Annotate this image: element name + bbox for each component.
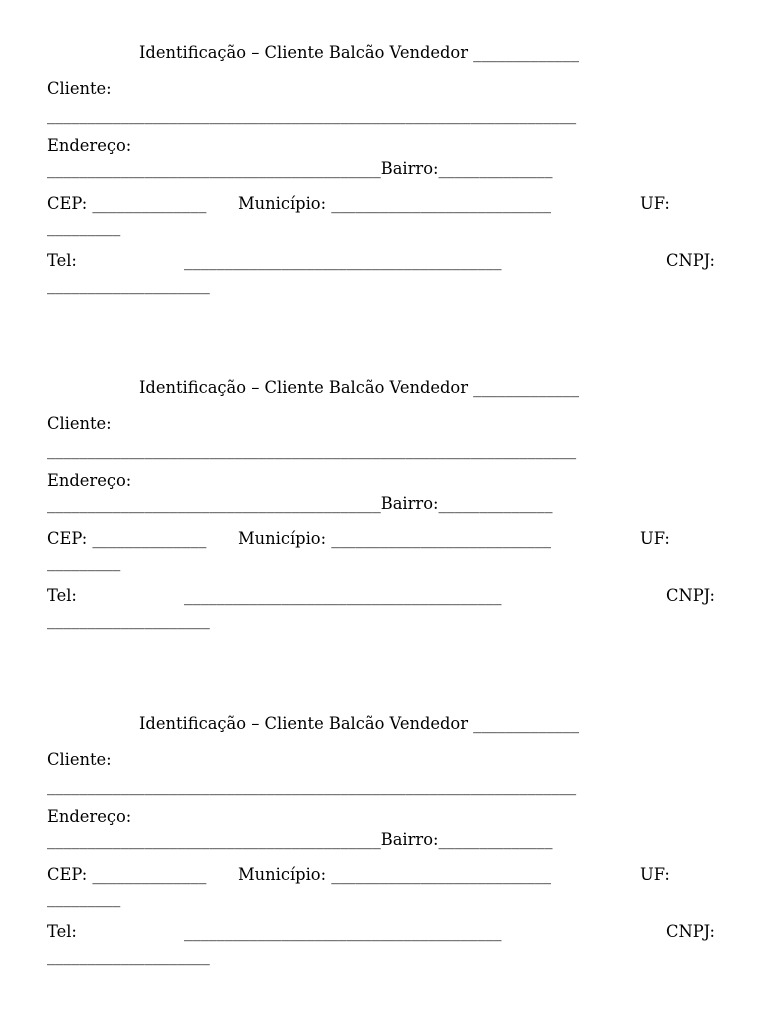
uf-field[interactable]: _________ [47, 888, 121, 907]
tel-label: Tel: [47, 586, 77, 605]
cliente-label: Cliente: [47, 79, 112, 98]
cliente-label: Cliente: [47, 414, 112, 433]
cliente-label: Cliente: [47, 750, 112, 769]
municipio-field[interactable]: Município: ___________________________ [238, 865, 552, 884]
cliente-field[interactable]: _________________________________________________________________ [47, 776, 577, 795]
endereco-label: Endereço: [47, 807, 132, 826]
form-title: Identificação – Cliente Balcão Vendedor _____________ [139, 378, 580, 397]
cnpj-field[interactable]: ____________________ [47, 946, 210, 965]
cnpj-label: CNPJ: [666, 586, 716, 605]
cep-field[interactable]: CEP: ______________ [47, 865, 207, 884]
tel-field[interactable]: _______________________________________ [184, 586, 502, 605]
municipio-field[interactable]: Município: ___________________________ [238, 194, 552, 213]
cnpj-field[interactable]: ____________________ [47, 275, 210, 294]
cnpj-field[interactable]: ____________________ [47, 610, 210, 629]
endereco-bairro-field[interactable]: _________________________________________Bairro:______________ [47, 159, 553, 178]
endereco-bairro-field[interactable]: _________________________________________Bairro:______________ [47, 830, 553, 849]
endereco-bairro-field[interactable]: _________________________________________Bairro:______________ [47, 494, 553, 513]
cliente-field[interactable]: _________________________________________________________________ [47, 105, 577, 124]
tel-field[interactable]: _______________________________________ [184, 922, 502, 941]
client-form-1 [0, 0, 768, 300]
tel-label: Tel: [47, 251, 77, 270]
tel-field[interactable]: _______________________________________ [184, 251, 502, 270]
endereco-label: Endereço: [47, 136, 132, 155]
cep-field[interactable]: CEP: ______________ [47, 529, 207, 548]
uf-label: UF: [640, 194, 670, 213]
cnpj-label: CNPJ: [666, 251, 716, 270]
form-title: Identificação – Cliente Balcão Vendedor _____________ [139, 43, 580, 62]
cep-field[interactable]: CEP: ______________ [47, 194, 207, 213]
municipio-field[interactable]: Município: ___________________________ [238, 529, 552, 548]
uf-field[interactable]: _________ [47, 217, 121, 236]
form-title: Identificação – Cliente Balcão Vendedor _____________ [139, 714, 580, 733]
tel-label: Tel: [47, 922, 77, 941]
cnpj-label: CNPJ: [666, 922, 716, 941]
uf-field[interactable]: _________ [47, 552, 121, 571]
endereco-label: Endereço: [47, 471, 132, 490]
uf-label: UF: [640, 529, 670, 548]
cliente-field[interactable]: _________________________________________________________________ [47, 440, 577, 459]
uf-label: UF: [640, 865, 670, 884]
client-form-3 [0, 671, 768, 971]
client-form-2 [0, 335, 768, 635]
